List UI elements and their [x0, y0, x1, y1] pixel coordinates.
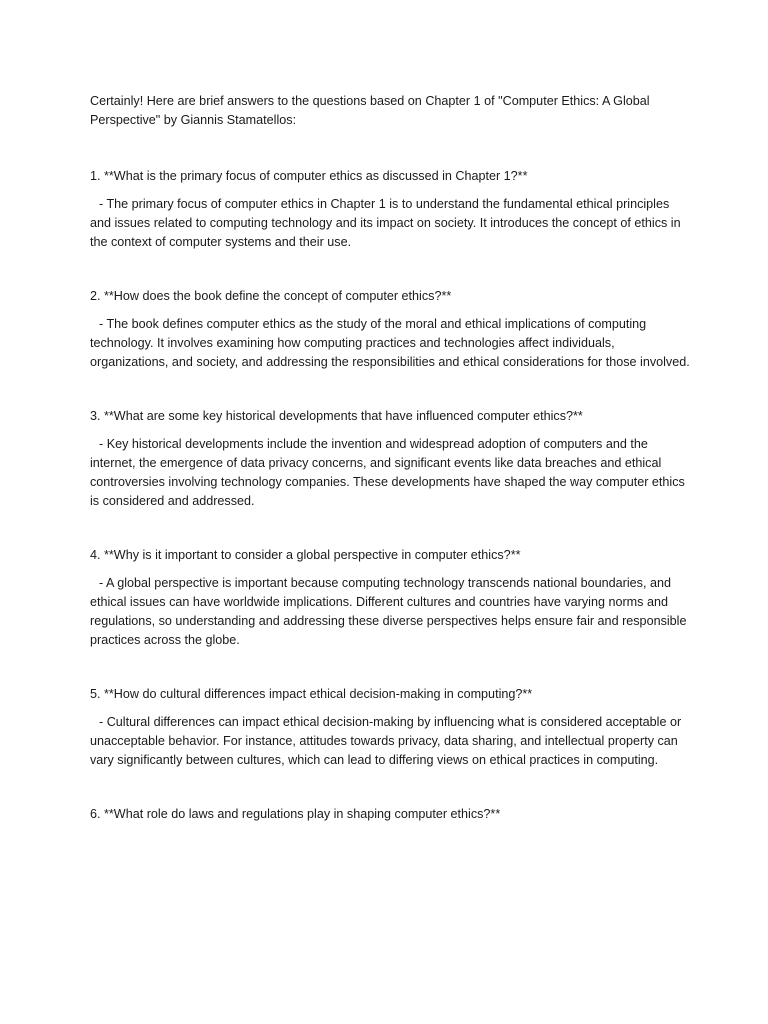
- question-text: 5. **How do cultural differences impact ethical decision-making in computing?**: [90, 687, 533, 701]
- answer-text: - Cultural differences can impact ethical decision-making by influencing what is considered acceptable or unacceptable behavior. For instance, attitudes towards privacy, data sharing, and intellectual property can vary significantly between cultures, which can lead to differing views on ethical practices in computing.: [90, 715, 682, 767]
- qa-item: [90, 287, 690, 372]
- answer-text: - The book defines computer ethics as the study of the moral and ethical implications of computing technology. It involves examining how computing practices and technologies affect individuals, organizations, and society, and addressing the responsibilities and ethical considerations for those involved.: [90, 317, 690, 369]
- qa-item: [90, 546, 690, 650]
- answer-text: - A global perspective is important because computing technology transcends national boundaries, and ethical issues can have worldwide implications. Different cultures and countries have varying norms and regulations, so understanding and addressing these diverse perspectives helps ensure fair and responsible practices across the globe.: [90, 576, 687, 647]
- document-body: [90, 92, 690, 859]
- answer-text: - Key historical developments include the invention and widespread adoption of computers and the internet, the emergence of data privacy concerns, and significant events like data breaches and ethical controversies involving technology companies. These developments have shaped the way computer ethics is considered and addressed.: [90, 437, 685, 508]
- question-text: 4. **Why is it important to consider a global perspective in computer ethics?**: [90, 548, 521, 562]
- question-text: 2. **How does the book define the concept of computer ethics?**: [90, 289, 452, 303]
- answer-text: - The primary focus of computer ethics in Chapter 1 is to understand the fundamental ethical principles and issues related to computing technology and its impact on society. It introduces the concept of ethics in the context of computer systems and their use.: [90, 197, 681, 249]
- question-text: 3. **What are some key historical developments that have influenced computer ethics?**: [90, 409, 583, 423]
- intro-paragraph: Certainly! Here are brief answers to the questions based on Chapter 1 of "Computer Ethics: A Global Perspective" by Giannis Stamatellos:: [90, 94, 650, 127]
- qa-item: [90, 167, 690, 252]
- qa-item: [90, 685, 690, 770]
- qa-item: [90, 407, 690, 511]
- qa-item: [90, 805, 690, 824]
- question-text: 6. **What role do laws and regulations play in shaping computer ethics?**: [90, 807, 501, 821]
- question-text: 1. **What is the primary focus of computer ethics as discussed in Chapter 1?**: [90, 169, 528, 183]
